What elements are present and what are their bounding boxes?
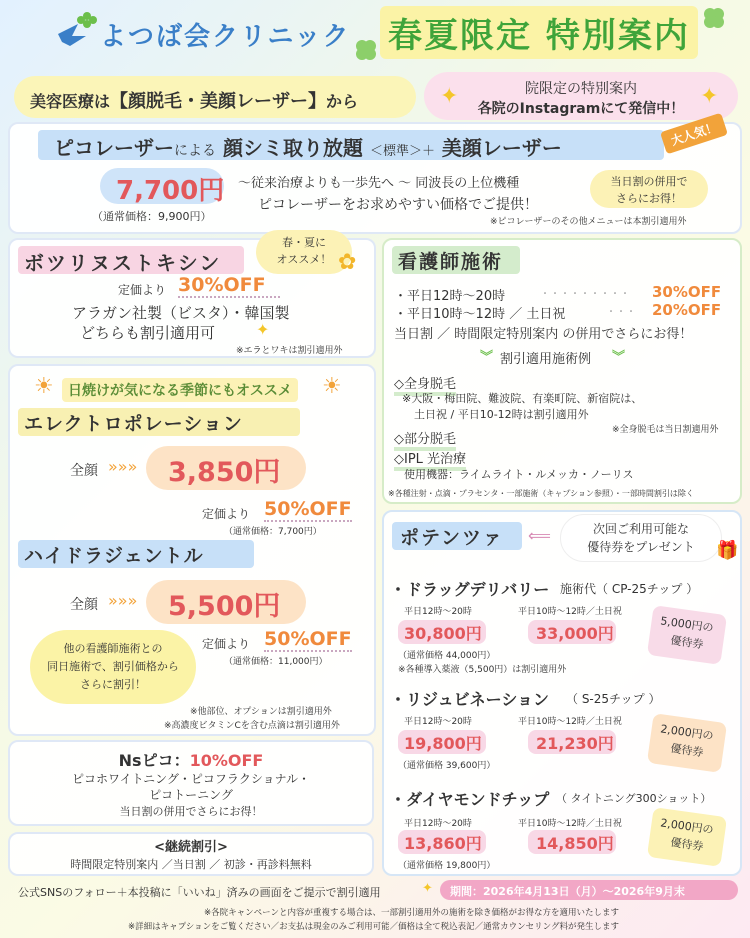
- pico-headline-d: ＜標準＞＋: [369, 144, 435, 159]
- chevron-down-icon: ︾: [612, 350, 626, 365]
- potenza-gift2: 優待券をプレゼント: [587, 540, 695, 554]
- nspico-line2: ピコトーニング: [149, 788, 233, 802]
- potenza-item-col1: 平日12時〜20時: [404, 607, 472, 617]
- electro-discount: 50%OFF: [264, 498, 352, 520]
- potenza-item-regular: （通常価格 44,000円）: [398, 651, 496, 661]
- pico-badge: 大人気！: [660, 113, 728, 155]
- intro-text: [30, 87, 358, 113]
- continuing-line: 時間限定特別案内 ／当日割 ／ 初診・再診料無料: [70, 858, 312, 871]
- nurse-examples-title: 割引適用施術例: [500, 352, 592, 367]
- nspico-line1: ピコホワイトニング・ピコフラクショナル・: [71, 772, 311, 786]
- hydra-discount: 50%OFF: [264, 628, 352, 650]
- botox-bubble2: オススメ！: [276, 253, 332, 266]
- potenza-ticket2: 優待券: [669, 741, 705, 760]
- sparkle-icon: ✦: [422, 881, 433, 896]
- potenza-ticket1: 2,000円の: [659, 816, 715, 837]
- sun-icon: ☀: [322, 374, 342, 399]
- nurse-item1-note: ※全身脱毛は当日割適用外: [612, 425, 719, 435]
- pico-regular: （通常価格：9,900円）: [92, 210, 212, 223]
- pico-headline: [54, 132, 562, 161]
- footer-period: 期間：2026年4月13日（月）〜2026年9月末: [440, 880, 738, 900]
- potenza-item-name: ・ダイヤモンドチップ: [390, 790, 550, 809]
- botox-note: ※エラとワキは割引適用外: [236, 346, 343, 356]
- clinic-logo-icon: [26, 6, 102, 62]
- potenza-gift1: 次回ご利用可能な: [592, 522, 689, 536]
- nurse-footnote: ※各種注射・点滴・プラセンタ・一部施術（キャプション参照）・一部時間割引は除く: [388, 489, 694, 498]
- sparkle-icon: ✦: [440, 84, 459, 109]
- potenza-title: ポテンツァ: [400, 527, 504, 549]
- botox-price-prefix: 定価より: [118, 283, 167, 297]
- potenza-item-regular: （通常価格 39,600円）: [398, 761, 496, 771]
- chevron-icons: »»»: [108, 591, 138, 610]
- clinic-name: よつば会クリニック: [100, 22, 351, 52]
- potenza-ticket2: 優待券: [669, 835, 705, 854]
- footer-note1: ※各院キャンペーンと内容が重複する場合は、一部割引適用外の施術を除き価格がお得な方を適用いたします: [204, 908, 619, 918]
- sunflower-icon: ✿: [338, 250, 357, 275]
- potenza-item-sub: （ タイトニング300ショット）: [556, 792, 712, 805]
- nurse-item1-title: ◇全身脱毛: [394, 373, 456, 396]
- continuing-title: <継続割引>: [154, 840, 228, 855]
- hydra-title: ハイドラジェントル: [24, 545, 204, 567]
- nurse-item2-title: ◇部分脱毛: [394, 428, 456, 451]
- nurse-item1-line1: ※大阪・梅田院、難波院、有楽町院、新宿院は、: [402, 392, 643, 405]
- hydra-regular: （通常価格：11,000円）: [224, 657, 328, 667]
- nurse-title: 看護師施術: [398, 251, 504, 273]
- hydra-bubble2: 同日施術で、割引価格から: [47, 660, 179, 673]
- nurse-row2-value: 20%OFF: [652, 301, 722, 319]
- hydra-note1: ※他部位、オプションは割引適用外: [190, 707, 332, 717]
- potenza-item-price2: 14,850円: [536, 834, 614, 853]
- page-title: 春夏限定 特別案内: [380, 6, 698, 59]
- hydra-price-prefix: 定価より: [202, 637, 251, 651]
- intro-bracket-open: 【: [110, 91, 129, 112]
- electro-label: 全顔: [70, 463, 98, 479]
- nurse-row1-dots: ・・・・・・・・・: [540, 289, 630, 300]
- pico-sameday2: さらにお得！: [616, 192, 682, 205]
- potenza-item-col2: 平日10時〜12時／土日祝: [518, 819, 622, 829]
- botox-discount: 30%OFF: [178, 274, 280, 298]
- nurse-row2-dots: ・・・: [606, 307, 636, 318]
- nspico-title: [8, 748, 374, 771]
- potenza-item-note: ※各種導入薬液（5,500円）は割引適用外: [398, 665, 567, 675]
- pico-headline-b: による: [174, 143, 216, 159]
- sparkle-icon: ✦: [256, 320, 270, 339]
- gift-icon: 🎁: [716, 540, 739, 561]
- potenza-item-price1: 13,860円: [404, 834, 482, 853]
- potenza-item-price2: 33,000円: [536, 624, 614, 643]
- intro-bracket-close: 】: [308, 91, 327, 112]
- pico-headline-a: ピコレーザー: [54, 136, 174, 160]
- potenza-item-sub: （ S-25チップ ）: [566, 692, 661, 706]
- nspico-title-b: 10%OFF: [189, 751, 264, 770]
- potenza-ticket1: 2,000円の: [659, 722, 715, 743]
- chevron-down-icon: ︾: [480, 350, 494, 365]
- notice-line2: 各院のInstagramにて発信中！: [477, 101, 685, 117]
- nurse-row2-label: ・平日10時〜12時 ／ 土日祝: [394, 307, 566, 322]
- electro-price-prefix: 定価より: [202, 507, 251, 521]
- nurse-row1-label: ・平日12時〜20時: [394, 289, 506, 304]
- nurse-item1-line2: 土日祝 / 平日10-12時は割引適用外: [414, 408, 589, 421]
- pico-headline-e: 美顔レーザー: [441, 136, 562, 160]
- intro-prefix: 美容医療は: [30, 92, 111, 111]
- botox-title: ボツリヌストキシン: [24, 251, 222, 275]
- pico-price: 7,700円: [116, 176, 225, 206]
- pico-desc2: ピコレーザーをお求めやすい価格でご提供！: [258, 197, 538, 213]
- pico-note: ※ピコレーザーのその他メニューは本割引適用外: [490, 217, 687, 227]
- botox-line1: アラガン社製（ビスタ）・韓国製: [72, 304, 290, 322]
- nspico-line3: 当日割の併用でさらにお得！: [119, 805, 263, 818]
- pico-sameday1: 当日割の併用で: [610, 175, 688, 188]
- nurse-item3-line: 使用機器：ライムライト・ルメッカ・ノーリス: [404, 468, 634, 481]
- intro-suffix: から: [326, 92, 359, 111]
- electro-title: エレクトロポレーション: [24, 413, 243, 435]
- sun-icon: ☀: [34, 374, 54, 399]
- nurse-row1-value: 30%OFF: [652, 283, 722, 301]
- nspico-title-a: Nsピコ：: [118, 751, 190, 770]
- electro-price: 3,850円: [168, 457, 281, 488]
- potenza-item-col2: 平日10時〜12時／土日祝: [518, 717, 622, 727]
- potenza-item-name: ・ドラッグデリバリー: [390, 580, 550, 599]
- nurse-combo: 当日割 ／ 時間限定特別案内 の併用でさらにお得！: [394, 327, 693, 342]
- clover-icon: [700, 4, 728, 32]
- sparkle-icon: ✦: [700, 84, 719, 109]
- nurse-item3-title: ◇IPL 光治療: [394, 448, 466, 471]
- sun-banner: 日焼けが気になる季節にもオススメ: [62, 378, 298, 402]
- electro-regular: （通常価格：7,700円）: [224, 527, 322, 537]
- clover-icon: [352, 36, 380, 64]
- arrow-left-icon: ⟸: [528, 526, 551, 545]
- potenza-item-col2: 平日10時〜12時／土日祝: [518, 607, 622, 617]
- botox-bubble1: 春・夏に: [282, 236, 326, 249]
- intro-highlight: 顔脱毛・美顔レーザー: [128, 91, 309, 112]
- botox-line2: どちらも割引適用可: [80, 324, 216, 342]
- potenza-item-name: ・リジュビネーション: [390, 690, 550, 709]
- footer-note2: ※詳細はキャプションをご覧ください／お支払は現金のみご利用可能／価格は全て税込表記／通常カウンセリング料が発生します: [128, 922, 619, 932]
- potenza-item-col1: 平日12時〜20時: [404, 819, 472, 829]
- hydra-label: 全顔: [70, 597, 98, 613]
- notice-line1: 院限定の特別案内: [525, 81, 637, 97]
- pico-headline-c: 顔シミ取り放題: [222, 136, 363, 160]
- potenza-item-col1: 平日12時〜20時: [404, 717, 472, 727]
- footer-sns: 公式SNSのフォロー＋本投稿に「いいね」済みの画面をご提示で割引適用: [18, 886, 381, 899]
- potenza-item-price1: 19,800円: [404, 734, 482, 753]
- chevron-icons: »»»: [108, 457, 138, 476]
- pico-desc1: 〜従来治療よりも一歩先へ 〜 同波長の上位機種: [238, 176, 520, 191]
- potenza-item-sub: 施術代（ CP-25チップ ）: [560, 582, 699, 596]
- hydra-bubble1: 他の看護師施術との: [63, 642, 163, 655]
- potenza-ticket2: 優待券: [669, 633, 705, 652]
- potenza-ticket1: 5,000円の: [659, 614, 715, 635]
- potenza-item-price1: 30,800円: [404, 624, 482, 643]
- hydra-bubble3: さらに割引！: [80, 678, 146, 691]
- hydra-note2: ※高濃度ビタミンCを含む点滴は割引適用外: [164, 721, 340, 731]
- potenza-item-regular: （通常価格 19,800円）: [398, 861, 496, 871]
- hydra-price: 5,500円: [168, 591, 281, 622]
- potenza-item-price2: 21,230円: [536, 734, 614, 753]
